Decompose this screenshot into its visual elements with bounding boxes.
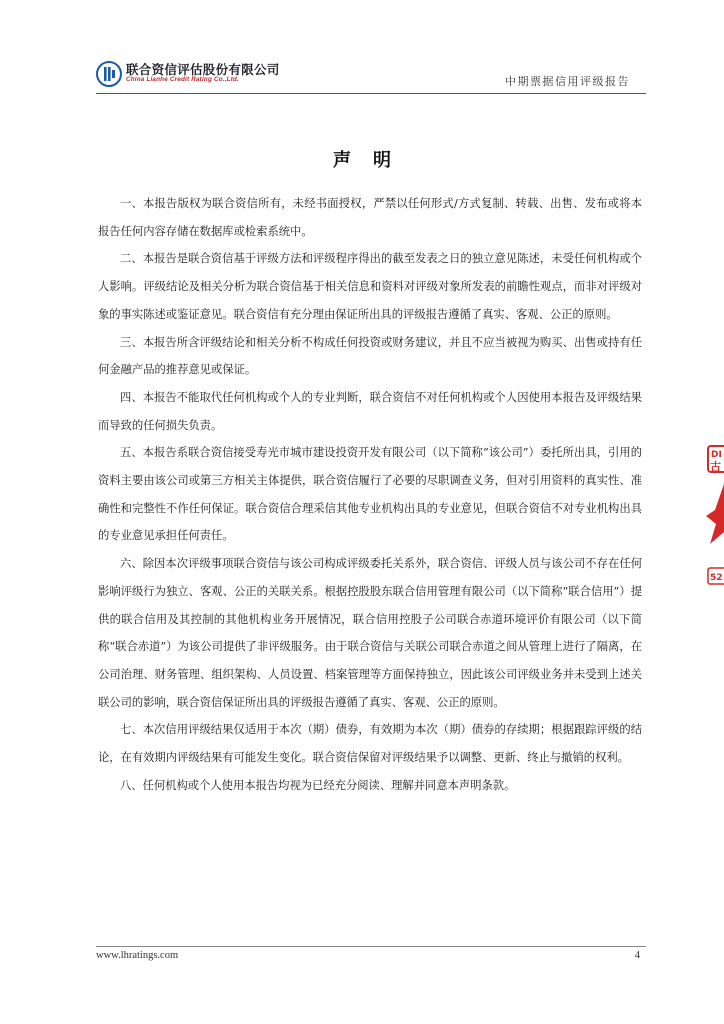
statement-paragraph-6: 六、除因本次评级事项联合资信与该公司构成评级委托关系外，联合资信、评级人员与该公司不存在任何影响评级行为独立、客观、公正的关联关系。根据控股股东联合信用管理有限公司（以下简称“联合信用”）提供的联合信用及其控制的其他机构业务开展情况，联合信用控股子公司联合赤道环境评价有限公司（以下简称“联合赤道”）为该公司提供了非评级服务。由于联合资信与关联公司联合赤道之间从管理上进行了隔离，在公司治理、财务管理、组织架构、人员设置、档案管理等方面保持独立，因此该公司评级业务并未受到上述关联公司的影响，联合资信保证所出具的评级报告遵循了真实、客观、公正的原则。 [98, 557, 642, 709]
company-logo-icon [96, 61, 122, 87]
statement-paragraph-3: 三、本报告所含评级结论和相关分析不构成任何投资或财务建议，并且不应当被视为购买、出售或持有任何金融产品的推荐意见或保证。 [98, 335, 642, 377]
side-seal-stamp [706, 440, 724, 590]
stamp-text-mid: 古 [710, 460, 721, 473]
star-icon [706, 484, 724, 544]
footer-divider [96, 946, 646, 947]
report-type-label: 中期票据信用评级报告 [505, 75, 630, 88]
header-divider [96, 93, 646, 94]
statement-paragraph-4: 四、本报告不能取代任何机构或个人的专业判断，联合资信不对任何机构或个人因使用本报告及评级结果而导致的任何损失负责。 [98, 390, 642, 432]
page-header [96, 58, 646, 94]
stamp-text-bottom: 52 [710, 573, 723, 583]
company-name-en: China Lianhe Credit Rating Co.,Ltd. [126, 76, 239, 83]
stamp-text-top: DI [711, 450, 722, 460]
page-title: 声明 [333, 150, 413, 171]
company-name-cn: 联合资信评估股份有限公司 [126, 62, 280, 77]
statement-paragraph-8: 八、任何机构或个人使用本报告均视为已经充分阅读、理解并同意本声明条款。 [120, 778, 516, 792]
page-number: 4 [634, 950, 640, 961]
footer-website: www.lhratings.com [96, 950, 179, 961]
statement-paragraph-2: 二、本报告是联合资信基于评级方法和评级程序得出的截至发表之日的独立意见陈述，未受任何机构或个人影响。评级结论及相关分析为联合资信基于相关信息和资料对评级对象所发表的前瞻性观点，而非对评级对象的事实陈述或鉴证意见。联合资信有充分理由保证所出具的评级报告遵循了真实、客观、公正的原则。 [98, 252, 642, 321]
statement-paragraph-5: 五、本报告系联合资信接受寿光市城市建设投资开发有限公司（以下简称“该公司”）委托所出具，引用的资料主要由该公司或第三方相关主体提供，联合资信履行了必要的尽职调查义务，但对引用资料的真实性、准确性和完整性不作任何保证。联合资信合理采信其他专业机构出具的专业意见，但联合资信不对专业机构出具的专业意见承担任何责任。 [98, 446, 642, 543]
statement-paragraph-7: 七、本次信用评级结果仅适用于本次（期）债券，有效期为本次（期）债券的存续期；根据跟踪评级的结论，在有效期内评级结果有可能发生变化。联合资信保留对评级结果予以调整、更新、终止与撤销的权利。 [98, 723, 642, 765]
statement-paragraph-1: 一、本报告版权为联合资信所有，未经书面授权，严禁以任何形式/方式复制、转载、出售、发布或将本报告任何内容存储在数据库或检索系统中。 [98, 197, 642, 238]
statement-body [98, 190, 642, 799]
